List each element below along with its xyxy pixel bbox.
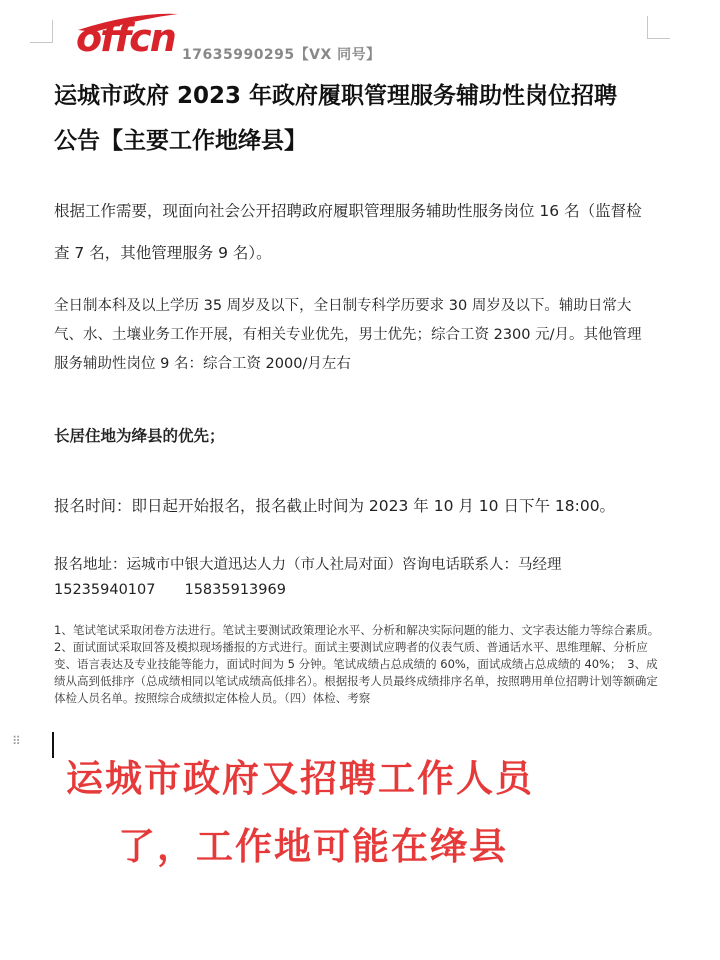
paragraph-residence-priority: 长居住地为绛县的优先； [54, 427, 225, 445]
paragraph-requirements: 全日制本科及以上学历 35 周岁及以下，全日制专科学历要求 30 周岁及以下。辅助日常大气、水、土壤业务工作开展，有相关专业优先，男士优先；综合工资 2300 元/月。其他管理服务辅助性岗位 9 名：综合工资 2000/月左右 [54, 298, 642, 372]
page-corner-mark-left [30, 20, 53, 43]
overlay-caption-line-1: 运城市政府又招聘工作人员 [66, 757, 534, 800]
paragraph-exam-procedure: 1、笔试笔试采取闭卷方法进行。笔试主要测试政策理论水平、分析和解决实际问题的能力、文字表达能力等综合素质。2、面试面试采取回答及模拟现场播报的方式进行。面试主要测试应聘者的仪表气质、普通话水平、思维理解、分析应变、语言表达及专业技能等能力，面试时间为 5 分钟。笔试成绩占总成绩的 60%，面试成绩占总成绩的 40%； 3、成绩从高到低排序（总成绩相同以笔试成绩高低排名）。根据报考人员最终成绩排序名单，按照聘用单位招聘计划等额确定体检人员名单。按照综合成绩拟定体检人员。（四）体检、考察 [54, 623, 660, 705]
paragraph-registration-address [54, 553, 654, 603]
title-line-2: 公告【主要工作地绛县】 [54, 128, 307, 154]
text-cursor [52, 732, 54, 758]
document-title [54, 74, 674, 164]
phone-numbers: 15235940107 15835913969 [54, 582, 286, 598]
page-corner-mark-right [647, 16, 670, 39]
address-line: 报名地址：运城市中银大道迅达人力（市人社局对面）咨询电话联系人：马经理 [54, 557, 562, 573]
offcn-logo: offcn [76, 16, 175, 60]
overlay-caption-line-2: 了，工作地可能在绛县 [118, 825, 508, 868]
header-contact: 17635990295【VX 同号】 [182, 47, 381, 63]
paragraph-registration-time: 报名时间：即日起开始报名，报名截止时间为 2023 年 10 月 10 日下午 18:00。 [54, 497, 616, 515]
title-line-1: 运城市政府 2023 年政府履职管理服务辅助性岗位招聘 [54, 83, 618, 109]
drag-handle-icon[interactable]: ⠿ [12, 734, 21, 748]
paragraph-positions: 根据工作需要，现面向社会公开招聘政府履职管理服务辅助性服务岗位 16 名（监督检查 7 名，其他管理服务 9 名）。 [54, 202, 642, 262]
